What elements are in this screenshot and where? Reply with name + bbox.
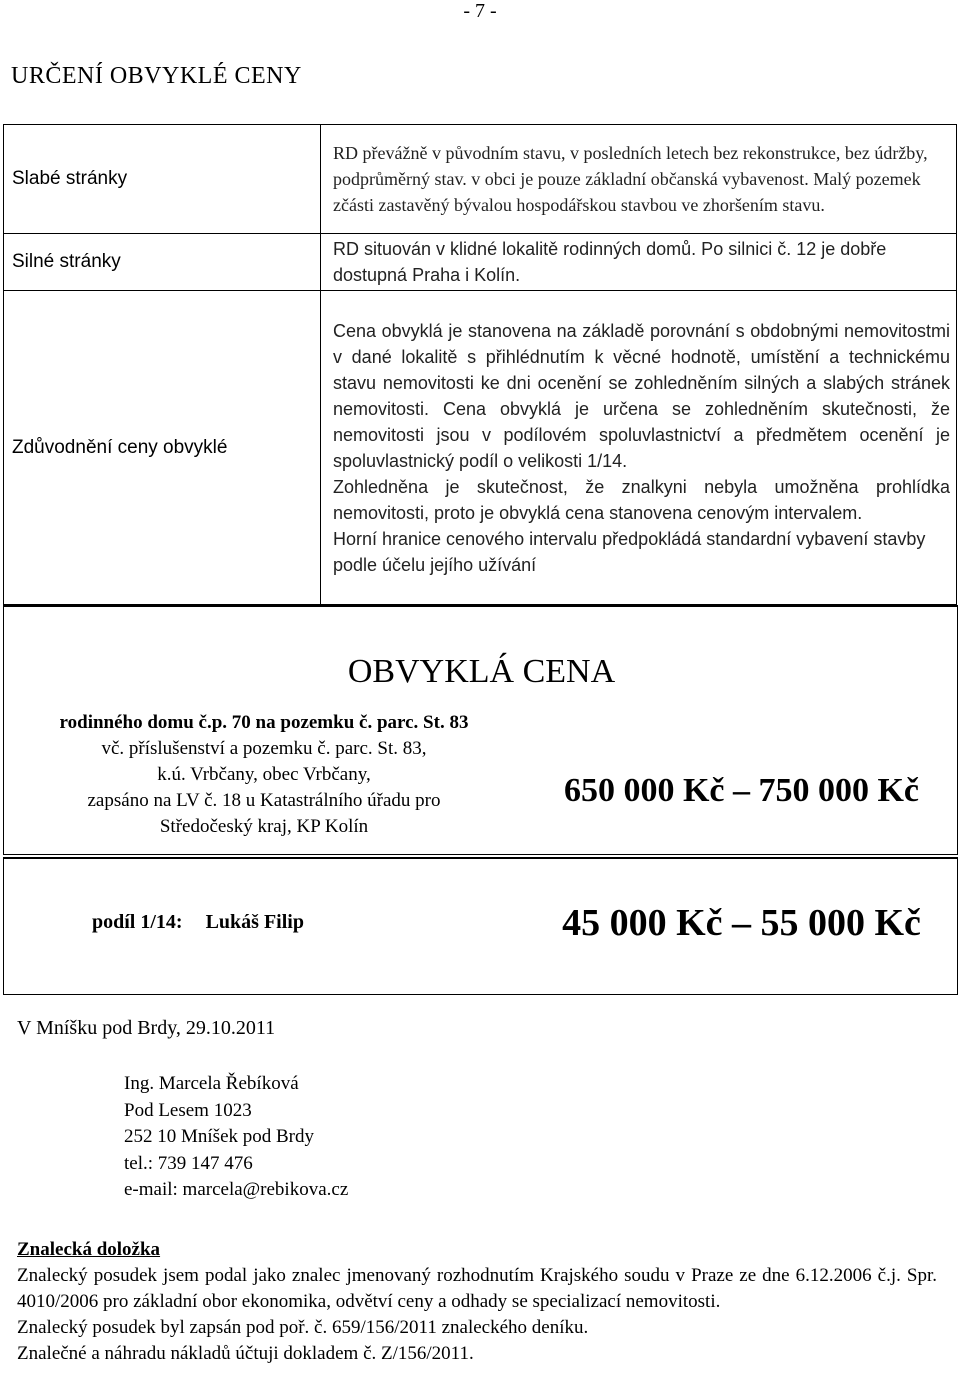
justification-paragraph-2: Zohledněna je skutečnost, že znalkyni nebyla umožněna prohlídka nemovitosti, proto je obvyklá cena stanovena cenovým intervalem. xyxy=(333,476,950,523)
expert-clause-paragraph-3: Znalečné a náhradu nákladů účtuji dokladem č. Z/156/2011. xyxy=(17,1343,474,1364)
property-line-4: zapsáno na LV č. 18 u Katastrálního úřadu pro xyxy=(87,790,441,811)
expert-email: e-mail: marcela@rebikova.cz xyxy=(124,1179,349,1200)
page-number: - 7 - xyxy=(463,0,497,22)
expert-clause-paragraph-1: Znalecký posudek jsem podal jako znalec jmenovaný rozhodnutím Krajského soudu v Praze ze dne 6.12.2006 č.j. Spr. 4010/2006 pro základní obor ekonomika, odvětví ceny a odhady se specializací nemovitosti. xyxy=(17,1265,937,1312)
property-line-2: vč. příslušenství a pozemku č. parc. St. 83, xyxy=(101,738,427,759)
usual-price-title: OBVYKLÁ CENA xyxy=(347,653,616,690)
justification-label: Zdůvodnění ceny obvyklé xyxy=(4,291,321,605)
expert-clause-title: Znalecká doložka xyxy=(17,1239,161,1260)
share-price-box xyxy=(3,857,958,995)
justification-paragraph-1: Cena obvyklá je stanovena na základě porovnání s obdobnými nemovitostmi v dané lokalitě s přihlédnutím k věcné hodnotě, umístění a technickému stavu nemovitosti ke dni ocenění se zohledněním silných a slabých stránek nemovitosti. Cena obvyklá je určena se zohledněním skutečnosti, že nemovitosti jsou v podílovém spoluvlastnictví a předmětem ocenění je spoluvlastnický podíl o velikosti 1/14. xyxy=(333,320,950,471)
share-info xyxy=(92,911,304,934)
weak-points-label: Slabé stránky xyxy=(4,125,321,234)
property-description xyxy=(4,710,524,840)
strong-points-row xyxy=(4,234,957,291)
expert-clause xyxy=(17,1237,937,1367)
expert-street: Pod Lesem 1023 xyxy=(124,1099,252,1121)
share-label: podíl 1/14: xyxy=(92,911,183,933)
expert-address xyxy=(124,1071,348,1204)
place-and-date: V Mníšku pod Brdy, 29.10.2011 xyxy=(17,1017,276,1039)
evaluation-table xyxy=(3,124,957,605)
usual-price-box xyxy=(3,605,958,855)
share-price-range: 45 000 Kč – 55 000 Kč xyxy=(562,902,921,944)
expert-phone: tel.: 739 147 476 xyxy=(124,1152,253,1174)
share-owner: Lukáš Filip xyxy=(205,911,304,933)
expert-city: 252 10 Mníšek pod Brdy xyxy=(124,1126,314,1147)
weak-points-row xyxy=(4,125,957,234)
expert-clause-paragraph-2: Znalecký posudek byl zapsán pod poř. č. 659/156/2011 znaleckého deníku. xyxy=(17,1317,589,1338)
justification-row xyxy=(4,291,957,605)
property-line-1: rodinného domu č.p. 70 na pozemku č. parc. St. 83 xyxy=(59,712,469,733)
property-line-5: Středočeský kraj, KP Kolín xyxy=(159,816,369,837)
justification-text xyxy=(321,291,957,605)
section-heading: URČENÍ OBVYKLÉ CENY xyxy=(11,63,302,89)
weak-points-text: RD převážně v původním stavu, v posledních letech bez rekonstrukce, bez údržby, podprůměrný stav. v obci je pouze základní občanská vybavenost. Malý pozemek zčásti zastavěný bývalou hospodářskou stavbou ve zhoršením stavu. xyxy=(321,125,957,234)
strong-points-label: Silné stránky xyxy=(4,234,321,291)
justification-paragraph-3: Horní hranice cenového intervalu předpokládá standardní vybavení stavby podle účelu jejího užívání xyxy=(333,528,926,575)
total-price-range: 650 000 Kč – 750 000 Kč xyxy=(563,772,920,809)
property-line-3: k.ú. Vrbčany, obec Vrbčany, xyxy=(157,764,371,785)
strong-points-text: RD situován v klidné lokalitě rodinných domů. Po silnici č. 12 je dobře dostupná Praha i Kolín. xyxy=(321,234,957,291)
expert-name: Ing. Marcela Řebíková xyxy=(124,1073,299,1094)
